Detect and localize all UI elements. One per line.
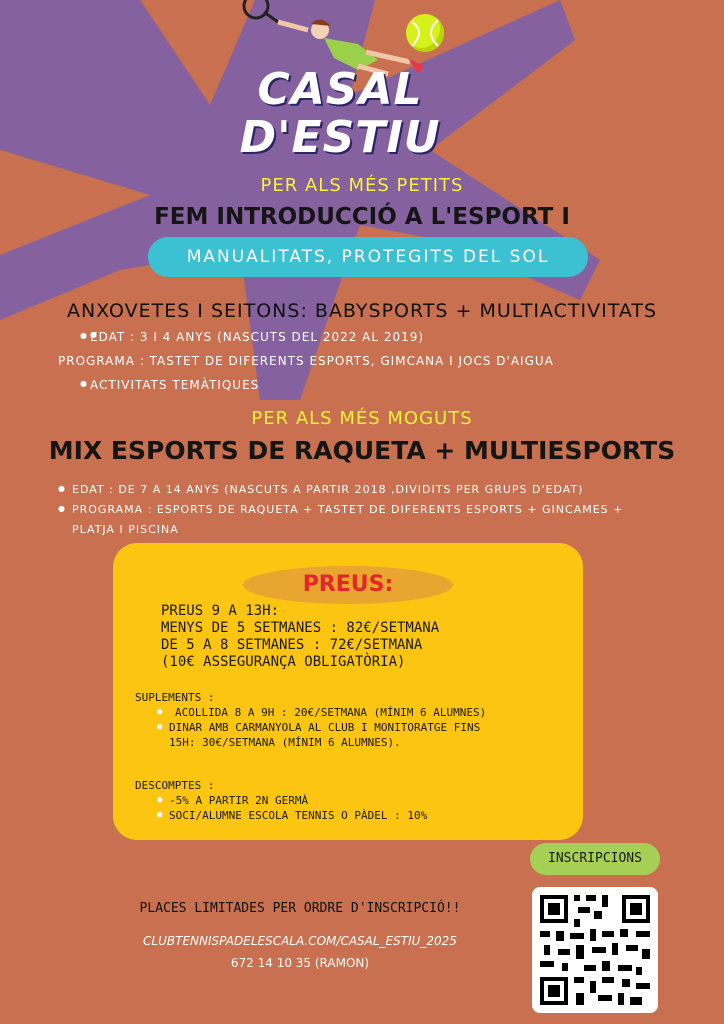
discount-2-text: SOCI/ALUMNE ESCOLA TENNIS O PÀDEL : 10% xyxy=(169,809,428,822)
prices-line4: (10€ ASSEGURANÇA OBLIGATÒRIA) xyxy=(161,654,406,670)
discount-1-text: -5% A PARTIR 2N GERMÀ xyxy=(169,794,309,807)
moguts-programa: ● PROGRAMA : ESPORTS DE RAQUETA + TASTET DE DIFERENTS ESPORTS + GINCAMES + xyxy=(58,503,624,516)
prices-box xyxy=(113,543,583,840)
babysports-programa xyxy=(58,354,554,368)
prices-line1: PREUS 9 A 13H: xyxy=(161,603,280,619)
babysports-activitats: ● ACTIVITATS TEMÀTIQUES xyxy=(80,378,260,392)
intro-banner xyxy=(148,237,588,277)
discounts xyxy=(135,778,427,823)
moguts-edat-text: EDAT : DE 7 A 14 ANYS (NASCUTS A PARTIR 2018 ,DIVIDITS PER GRUPS D'EDAT) xyxy=(72,483,584,496)
prices-line2: MENYS DE 5 SETMANES : 82€/SETMANA xyxy=(161,620,440,636)
moguts-programa-2: PLATJA I PISCINA xyxy=(72,523,179,536)
prices-line3: DE 5 A 8 SETMANES : 72€/SETMANA xyxy=(161,637,423,653)
discounts-label: DESCOMPTES : xyxy=(135,779,215,792)
places-limitades: PLACES LIMITADES PER ORDRE D'INSCRIPCIÓ!! xyxy=(139,901,461,916)
supplement-2: ● DINAR AMB CARMANYOLA AL CLUB I MONITORATGE FINS xyxy=(157,721,481,734)
babysports-heading: ANXOVETES I SEITONS: BABYSPORTS + MULTIACTIVITATS xyxy=(66,300,658,322)
phone-number: 672 14 10 35 (RAMON) xyxy=(230,956,370,970)
intro-headline: FEM INTRODUCCIÓ A L'ESPORT I xyxy=(154,204,570,230)
casal-title-line1: CASAL xyxy=(257,64,423,115)
supplement-2-cont: 15H: 30€/SETMANA (MÍNIM 6 ALUMNES). xyxy=(169,736,401,749)
prices-title: PREUS: xyxy=(302,572,394,597)
intro-subtitle: PER ALS MÉS PETITS xyxy=(260,175,464,196)
inscripcions-label: INSCRIPCIONS xyxy=(548,851,642,866)
moguts-headline: MIX ESPORTS DE RAQUETA + MULTIESPORTS xyxy=(48,436,676,465)
prices-title-pill xyxy=(243,566,453,604)
discount-1: ● -5% A PARTIR 2N GERMÀ xyxy=(157,794,309,807)
tennis-ball-icon xyxy=(406,14,444,52)
babysports-programa-text: PROGRAMA : TASTET DE DIFERENTS ESPORTS, GIMCANA I JOCS D'AIGUA xyxy=(58,354,554,368)
supplements xyxy=(135,690,486,750)
intro-banner-text: MANUALITATS, PROTEGITS DEL SOL xyxy=(186,247,550,267)
moguts-subtitle: PER ALS MÉS MOGUTS xyxy=(251,408,473,429)
babysports-edat-text: EDAT : 3 I 4 ANYS (NASCUTS DEL 2022 AL 2019) xyxy=(90,330,425,344)
moguts-edat: ● EDAT : DE 7 A 14 ANYS (NASCUTS A PARTIR 2018 ,DIVIDITS PER GRUPS D'EDAT) xyxy=(58,483,584,496)
prices-main xyxy=(161,603,439,671)
babysports-activitats-text: ACTIVITATS TEMÀTIQUES xyxy=(90,378,260,392)
moguts-programa-text: PROGRAMA : ESPORTS DE RAQUETA + TASTET DE DIFERENTS ESPORTS + GINCAMES + xyxy=(72,503,624,516)
babysports-edat: ● ● EDAT : 3 I 4 ANYS (NASCUTS DEL 2022 AL 2019) xyxy=(90,330,424,344)
supplement-1-text: ACOLLIDA 8 A 9H : 20€/SETMANA (MÍNIM 6 ALUMNES) xyxy=(175,706,487,719)
supplement-1: ● ACOLLIDA 8 A 9H : 20€/SETMANA (MÍNIM 6 ALUMNES) xyxy=(157,706,487,719)
supplements-label: SUPLEMENTS : xyxy=(135,691,215,704)
discount-2: ● SOCI/ALUMNE ESCOLA TENNIS O PÀDEL : 10% xyxy=(157,809,428,822)
website-link[interactable]: CLUBTENNISPADELESCALA.COM/CASAL_ESTIU_2025 xyxy=(143,934,457,948)
supplement-2-text: DINAR AMB CARMANYOLA AL CLUB I MONITORATGE FINS xyxy=(169,721,481,734)
inscripcions-button[interactable] xyxy=(530,843,660,875)
casal-title-line2: D'ESTIU xyxy=(239,112,441,163)
